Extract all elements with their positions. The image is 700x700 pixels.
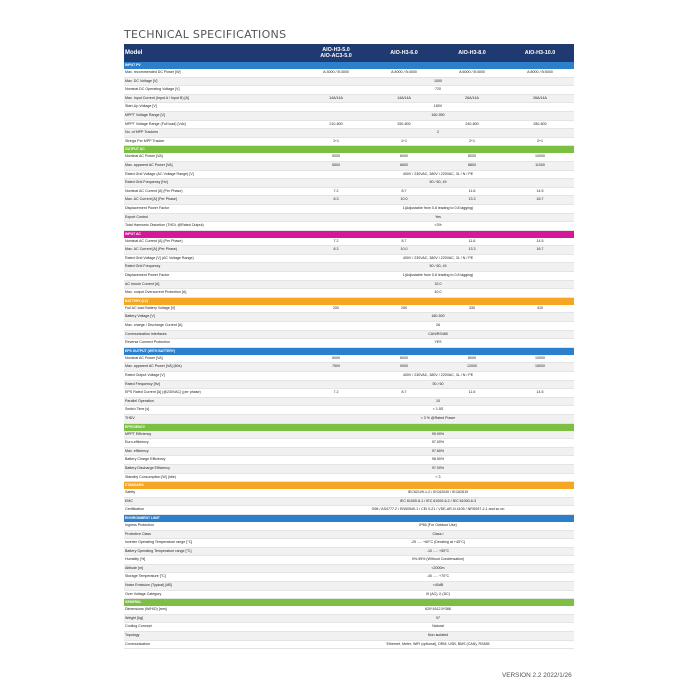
table-row [124,582,574,591]
spec-value: 98.50% [302,456,574,465]
spec-label: Cooling Concept [124,623,302,632]
spec-label: MPPT Efficiency [124,431,302,439]
spec-value: 8.7 [370,187,438,196]
spec-value: 14A/14A [302,94,370,103]
table-row [124,161,574,170]
spec-label: Strings Per MPP Tracker [124,137,302,146]
spec-label: MPPT Voltage Range [V] [124,111,302,120]
table-row [124,86,574,95]
spec-label: Start-Up Voltage [V] [124,103,302,112]
table-row [124,447,574,456]
table-row [124,439,574,448]
spec-value: 40.0 [302,289,574,298]
section-header [124,482,574,490]
table-row [124,640,574,649]
spec-value: YES [302,339,574,348]
spec-label: Max. efficiency [124,447,302,456]
spec-label: Nominal AC Power [VA] [124,355,302,363]
spec-table-container [124,44,574,649]
table-row [124,246,574,255]
table-row [124,414,574,423]
section-title: INPUT PV [124,62,574,69]
spec-label: Topology [124,632,302,641]
spec-label: Standby Consumption [W] (Idle) [124,473,302,482]
spec-label: Certification [124,506,302,515]
spec-value: 8.7 [370,389,438,398]
spec-value: < 3 [302,473,574,482]
spec-value: 50 / 60, ±5 [302,179,574,188]
spec-value: 13.3 [438,246,506,255]
spec-label: EMC [124,497,302,506]
spec-value: 8000 [438,355,506,363]
spec-value: 99.90% [302,431,574,439]
spec-value: 1(Adjustable from 0.8 leading to 0.8 lagging) [302,204,574,213]
spec-label: Export Control [124,213,302,222]
spec-value: A:3000 / B:3000 [302,69,370,77]
table-row [124,120,574,129]
section-header [124,423,574,431]
model-column-header: AIO-H3-8.0 [438,44,506,62]
spec-value: <3% [302,222,574,231]
spec-value: Ethernet, Meter, WiFi (optional), DRM, USB, BMS (CAN), RS485 [302,640,574,649]
spec-value: Yes [302,213,574,222]
spec-value: 97.00% [302,439,574,448]
spec-value: 8000 [438,153,506,161]
spec-value: -25 ..... +60°C (Derating at +45°C) [302,539,574,548]
spec-value: 12000 [438,363,506,372]
spec-value: 6000 [370,153,438,161]
table-row [124,339,574,348]
spec-value: CAN/RS485 [302,330,574,339]
spec-label: Max. recommended DC Power [W] [124,69,302,77]
spec-value: 2+1 [506,137,574,146]
spec-label: Rated Frequency [Hz] [124,380,302,389]
section-header [124,297,574,305]
spec-value: 240-800 [438,120,506,129]
section-header [124,230,574,238]
table-row [124,372,574,381]
spec-label: Nominal AC Current [A] (Per Phase) [124,238,302,246]
spec-value: A:4000 / B:4000 [370,69,438,77]
spec-value: 32.0 [302,280,574,289]
spec-value: 50 / 60, ±5 [302,263,574,272]
table-row [124,614,574,623]
spec-value: 210-800 [302,120,370,129]
spec-value: 7500 [302,363,370,372]
spec-label: No. of MPP Trackers [124,129,302,138]
table-row [124,397,574,406]
section-title: GENERAL [124,599,574,607]
spec-table [124,44,574,649]
spec-value: < 1.5S [302,406,574,415]
section-title: OUTPUT AC [124,146,574,154]
model-header: Model [124,44,302,62]
table-row [124,204,574,213]
spec-label: Max. apparent AC Power [VA] [124,161,302,170]
spec-label: AC Inrush Current [A] [124,280,302,289]
spec-label: Communication interfaces [124,330,302,339]
table-row [124,289,574,298]
spec-value: 15000 [506,363,574,372]
spec-value: 1+1 [302,137,370,146]
model-column-header: AIO-H3-5.0 AIO-AC3-5.0 [302,44,370,62]
table-row [124,506,574,515]
spec-value: 8.3 [302,196,370,205]
spec-value: 400V / 230VAC, 380V / 220VAC, 3L / N / PE [302,170,574,179]
table-row [124,573,574,582]
spec-label: Battery Operating Temperature range [°C] [124,547,302,556]
spec-value: 7.2 [302,238,370,246]
spec-label: Switch Time [s] [124,406,302,415]
spec-value: III (AC), II (DC) [302,590,574,599]
table-row [124,363,574,372]
section-title: EPS OUTPUT (WITH BATTERY) [124,347,574,355]
section-title: ENVIRONMENT LIMIT [124,514,574,522]
spec-value: IP65 (For Outdoor Use) [302,522,574,530]
spec-label: Dimensions (W/H/D) [mm] [124,606,302,614]
spec-label: Displacement Power Factor [124,272,302,281]
spec-value: 5000 [302,355,370,363]
spec-value: 180V [302,103,574,112]
table-row [124,564,574,573]
spec-label: Rated Grid Frequency [Hz] [124,179,302,188]
spec-value: 14.5 [506,187,574,196]
table-row [124,322,574,331]
spec-value: 2 [302,129,574,138]
table-row [124,196,574,205]
spec-value: 180-500 [302,313,574,322]
table-row [124,313,574,322]
spec-value: 7.2 [302,187,370,196]
spec-label: EPS Rated Current [A] (@230VAC) (per phase) [124,389,302,398]
spec-value: 13.3 [438,196,506,205]
spec-label: Reverse Connect Protection [124,339,302,348]
spec-label: Displacement Power Factor [124,204,302,213]
spec-label: Full AC load Battery Voltage [V] [124,305,302,313]
spec-value: 330 [438,305,506,313]
spec-label: Rated Grid Frequency [124,263,302,272]
spec-label: Battery Voltage [V] [124,313,302,322]
spec-value: 280-800 [506,120,574,129]
spec-value: 5000 [302,153,370,161]
spec-label: Battery Charge Efficiency [124,456,302,465]
spec-value: Natural [302,623,574,632]
spec-value: 7.2 [302,389,370,398]
model-column-header: AIO-H3-6.0 [370,44,438,62]
spec-value: 1000 [302,77,574,86]
spec-label: Max. DC Voltage [V] [124,77,302,86]
spec-label: Rated Grid Voltage (AC Voltage Range) [V] [124,170,302,179]
section-header [124,146,574,154]
spec-value: G98 / AS4777.2 / EN50549-1 / CEI 0-21 / VDE-AR-N 4105 / NRS097-2-1 and so on [302,506,574,515]
spec-value: 6600 [370,161,438,170]
table-row [124,254,574,263]
table-row [124,69,574,77]
table-row [124,77,574,86]
spec-table-body [124,62,574,649]
spec-label: Battery Discharge Efficiency [124,464,302,473]
spec-value: 410 [506,305,574,313]
table-header-row [124,44,574,62]
section-title: BATTERY (LV) [124,297,574,305]
spec-label: Rated Output Voltage [V] [124,372,302,381]
spec-value: 11.6 [438,389,506,398]
spec-value: 11.6 [438,238,506,246]
spec-value: 50 / 60 [302,380,574,389]
model-column-header: AIO-H3-10.0 [506,44,574,62]
spec-value: 5500 [302,161,370,170]
table-row [124,530,574,539]
spec-value: 250 [370,305,438,313]
table-row [124,355,574,363]
spec-value: -40 ..... +70°C [302,573,574,582]
spec-label: Weight [kg] [124,614,302,623]
spec-value: 1(Adjustable from 0.8 leading to 0.8 lagging) [302,272,574,281]
section-title: STANDARD [124,482,574,490]
spec-label: Max. output Overcurrent Protection [A] [124,289,302,298]
spec-value: 9000 [370,363,438,372]
spec-label: Protective Class [124,530,302,539]
table-row [124,606,574,614]
table-row [124,330,574,339]
spec-value: 160-950 [302,111,574,120]
table-row [124,103,574,112]
spec-value: 400V / 230VAC, 380V / 220VAC, 3L / N / PE [302,372,574,381]
table-row [124,590,574,599]
spec-label: Storage Temperature [°C] [124,573,302,582]
table-row [124,497,574,506]
spec-value: 620*1612.5*388 [302,606,574,614]
spec-value: 250-800 [370,120,438,129]
section-title: INPUT AC [124,230,574,238]
spec-label: Noise Emission (Typical) [dB] [124,582,302,591]
table-row [124,539,574,548]
spec-label: THDV [124,414,302,423]
spec-value: < 3 % @Rated Power [302,414,574,423]
spec-label: Over Voltage Category [124,590,302,599]
table-row [124,179,574,188]
spec-value: 26A/14A [506,94,574,103]
spec-value: Class I [302,530,574,539]
table-row [124,129,574,138]
table-row [124,464,574,473]
spec-value: 97.80% [302,447,574,456]
spec-label: Max. apparent AC Power [VA] (60s) [124,363,302,372]
table-row [124,153,574,161]
table-row [124,137,574,146]
table-row [124,222,574,231]
table-row [124,547,574,556]
table-row [124,406,574,415]
spec-value: 14A/14A [370,94,438,103]
spec-value: A:8000 / B:5000 [506,69,574,77]
spec-label: Max. AC Current [A] (Per Phase) [124,246,302,255]
spec-value: 16.7 [506,246,574,255]
version-footer: VERSION 2.2 2022/1/26 [502,672,572,679]
table-row [124,213,574,222]
spec-value: Non-isolated [302,632,574,641]
spec-value: 8800 [438,161,506,170]
spec-value: 720 [302,86,574,95]
spec-value: 97.00% [302,464,574,473]
spec-label: Rated Grid Voltage [V] (AC Voltage Range) [124,254,302,263]
table-row [124,632,574,641]
table-row [124,489,574,497]
spec-label: Max. charge / Discharge Current [A] [124,322,302,331]
spec-value: 14.5 [506,238,574,246]
spec-value: 10.0 [370,196,438,205]
spec-label: Nominal DC Operating Voltage [V] [124,86,302,95]
spec-label: Inverter Operating Temperature range [°C] [124,539,302,548]
spec-value: 8.7 [370,238,438,246]
table-row [124,238,574,246]
spec-value: 6000 [370,355,438,363]
page-title: TECHNICAL SPECIFICATIONS [124,28,287,41]
table-row [124,187,574,196]
spec-value: 0%-95% (Without Condensation) [302,556,574,565]
section-header [124,514,574,522]
section-header [124,347,574,355]
spec-value: 26 [302,322,574,331]
table-row [124,272,574,281]
spec-value: IEC 61000-6-1 / IEC 61000-6-2 / IEC 61000-6-3 [302,497,574,506]
spec-label: Max. Input Current (Input A / Input B) [A] [124,94,302,103]
table-row [124,389,574,398]
spec-label: Safety [124,489,302,497]
spec-value: A:6000 / B:4000 [438,69,506,77]
section-title: EFFICIENCY [124,423,574,431]
spec-label: Parallel Operation [124,397,302,406]
spec-value: 2+1 [438,137,506,146]
spec-label: Nominal AC Power [VA] [124,153,302,161]
spec-value: 11000 [506,161,574,170]
spec-value: 26A/14A [438,94,506,103]
table-row [124,305,574,313]
spec-value: 10 [302,397,574,406]
spec-value: 200 [302,305,370,313]
table-row [124,431,574,439]
spec-label: Max. AC Current [A] (Per Phase) [124,196,302,205]
spec-value: 10000 [506,355,574,363]
spec-value: -10 ..... +50°C [302,547,574,556]
table-row [124,280,574,289]
table-row [124,556,574,565]
spec-label: Total Harmonic Distortion (THDi, @Rated Output) [124,222,302,231]
spec-value: 400V / 230VAC, 380V / 220VAC, 3L / N / PE [302,254,574,263]
spec-value: 16.7 [506,196,574,205]
spec-value: 8.3 [302,246,370,255]
spec-label: Nominal AC Current [A] (Per Phase) [124,187,302,196]
table-row [124,456,574,465]
table-row [124,111,574,120]
table-row [124,170,574,179]
section-header [124,599,574,607]
spec-label: Euro-efficiency [124,439,302,448]
spec-label: Communication [124,640,302,649]
spec-value: <2000m [302,564,574,573]
table-row [124,380,574,389]
table-row [124,263,574,272]
spec-value: 11.6 [438,187,506,196]
spec-label: Humidity [%] [124,556,302,565]
section-header [124,62,574,69]
spec-label: Ingress Protection [124,522,302,530]
spec-value: 1+1 [370,137,438,146]
spec-value: 10000 [506,153,574,161]
table-row [124,623,574,632]
table-row [124,522,574,530]
spec-label: Altitude [m] [124,564,302,573]
spec-value: 97 [302,614,574,623]
spec-value: <40dB [302,582,574,591]
spec-label: MPPT Voltage Range (Full load) [Vdc] [124,120,302,129]
spec-value: 14.5 [506,389,574,398]
table-row [124,94,574,103]
spec-value: 10.0 [370,246,438,255]
table-row [124,473,574,482]
spec-value: IEC62109-1-2 / IEC62040 / IEC62619 [302,489,574,497]
